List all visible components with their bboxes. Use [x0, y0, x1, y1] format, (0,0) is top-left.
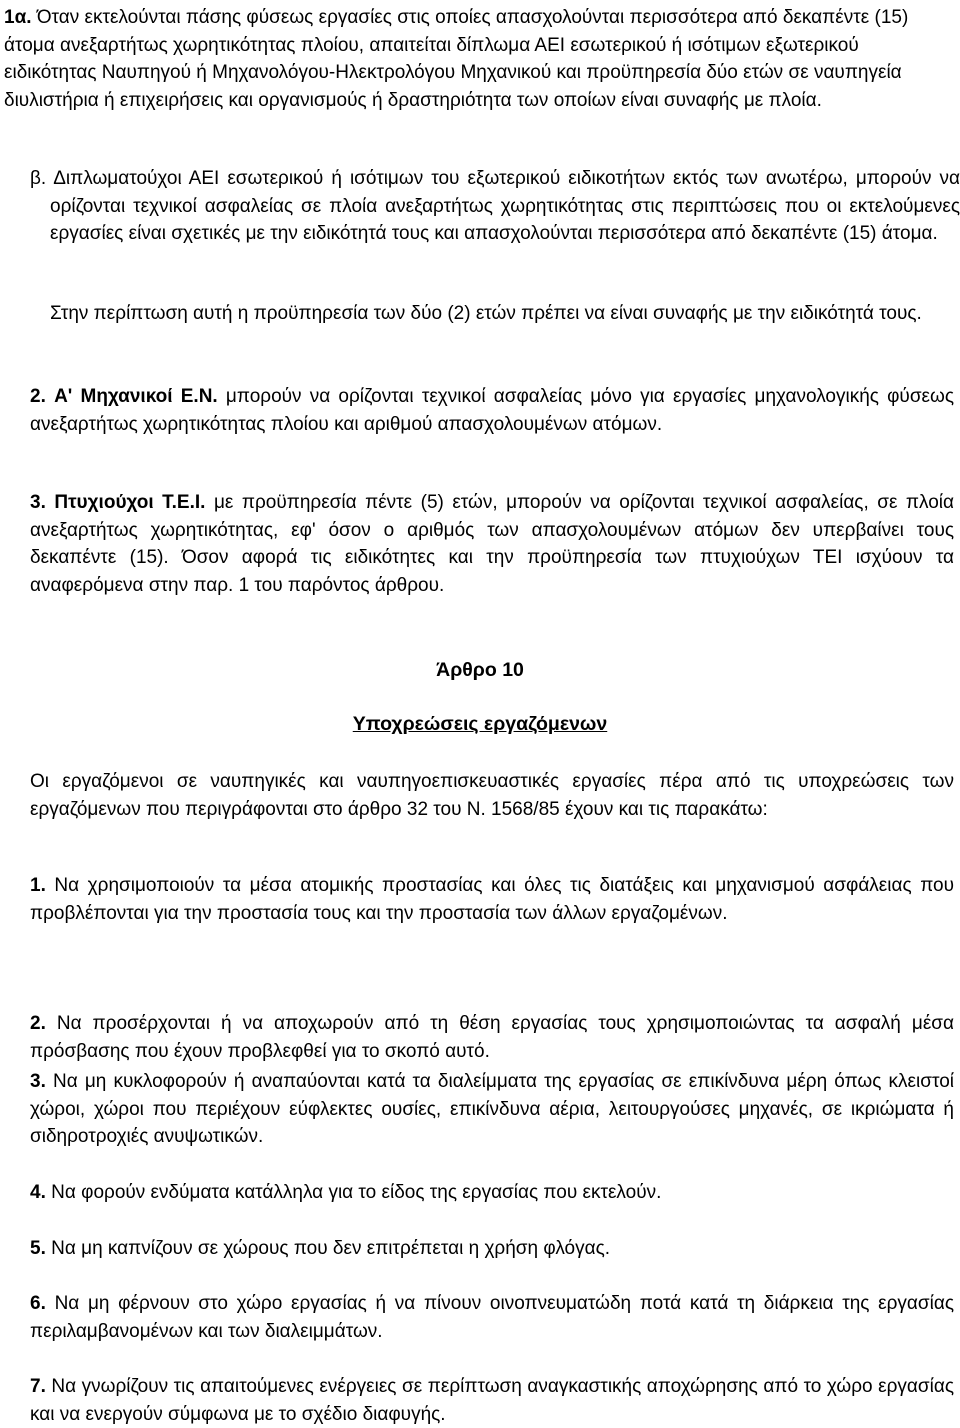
- paragraph-number: β.: [30, 168, 47, 189]
- paragraph-label: Πτυχιούχοι Τ.Ε.Ι.: [54, 492, 206, 513]
- obligation-number: 2.: [30, 1013, 46, 1034]
- obligation-item: [30, 1290, 954, 1345]
- paragraph-number: 1α.: [4, 7, 32, 28]
- article-intro: [30, 768, 954, 823]
- obligation-text: Να μη κυκλοφορούν ή αναπαύονται κατά τα διαλείμματα της εργασίας σε επικίνδυνα μέρη όπως κλειστοί χώροι, χώροι που περιέχουν εύφλεκτες ουσίες, επικίνδυνα αέρια, λειτουργούσες μηχανές, σε ικριώματα ή σιδηροτροχιές ανυψωτικών.: [30, 1071, 955, 1147]
- obligation-text: Να χρησιμοποιούν τα μέσα ατομικής προστασίας και όλες τις διατάξεις και μηχανισμού ασφάλειας που προβλέπονται για την προστασία τους και την προστασία των άλλων εργαζομένων.: [30, 875, 954, 924]
- paragraph-label: Α' Μηχανικοί Ε.Ν.: [54, 386, 218, 407]
- obligation-text: Να μη φέρνουν στο χώρο εργασίας ή να πίνουν οινοπνευματώδη ποτά κατά τη διάρκεια της εργασίας περιλαμβανομένων και των διαλειμμάτων.: [30, 1293, 955, 1342]
- obligation-number: 5.: [30, 1238, 46, 1259]
- obligation-number: 4.: [30, 1182, 46, 1203]
- paragraph-3: [30, 489, 954, 599]
- paragraph-text: Όταν εκτελούνται πάσης φύσεως εργασίες στις οποίες απασχολούνται περισσότερα από δεκαπέντε (15) άτομα ανεξαρτήτως χωρητικότητας πλοίου, απαιτείται δίπλωμα ΑΕΙ εσωτερικού ή ισότιμων εξωτερικού ειδικότητας Ναυπηγού ή Μηχανολόγου-Ηλεκτρολόγου Μηχανικού και προϋπηρεσία δύο ετών σε ναυπηγεία διυλιστήρια ή επιχειρήσεις και οργανισμούς ή δραστηριότητα των οποίων είναι συναφής με πλοία.: [4, 7, 909, 111]
- obligation-number: 7.: [30, 1376, 46, 1397]
- paragraph-1b: [30, 165, 960, 248]
- paragraph-text: με προϋπηρεσία πέντε (5) ετών, μπορούν να ορίζονται τεχνικοί ασφαλείας, σε πλοία ανεξαρτήτως χωρητικότητας, εφ' όσον ο αριθμός των απασχολουμένων ατόμων δεν υπερβαίνει τους δεκαπέντε (15). Όσον αφορά τις ειδικότητες και την προϋπηρεσία των πτυχιούχων ΤΕΙ ισχύουν τα αναφερόμενα στην παρ. 1 του παρόντος άρθρου.: [30, 492, 955, 596]
- paragraph-number: 3.: [30, 492, 46, 513]
- obligation-item: [30, 872, 954, 927]
- paragraph-text: Διπλωματούχοι ΑΕΙ εσωτερικού ή ισότιμων του εξωτερικού ειδικοτήτων εκτός των ανωτέρω, μπορούν να ορίζονται τεχνικοί ασφαλείας σε πλοία ανεξαρτήτως χωρητικότητας στις περιπτώσεις που οι εκτελούμενες εργασίες είναι σχετικές με την ειδικότητά τους και απασχολούνται περισσότερα από δεκαπέντε (15) άτομα.: [50, 168, 960, 244]
- obligation-text: Να γνωρίζουν τις απαιτούμενες ενέργειες σε περίπτωση αναγκαστικής αποχώρησης από το χώρο εργασίας και να ενεργούν σύμφωνα με το σχέδιο διαφυγής.: [30, 1376, 954, 1425]
- obligation-text: Να μη καπνίζουν σε χώρους που δεν επιτρέπεται η χρήση φλόγας.: [51, 1238, 611, 1259]
- obligation-item: [30, 1010, 954, 1065]
- paragraph-2: [30, 383, 954, 438]
- obligation-text: Να προσέρχονται ή να αποχωρούν από τη θέση εργασίας τους χρησιμοποιώντας τα ασφαλή μέσα πρόσβασης που έχουν προβλεφθεί για το σκοπό αυτό.: [30, 1013, 954, 1062]
- obligation-number: 1.: [30, 875, 46, 896]
- paragraph-number: 2.: [30, 386, 46, 407]
- obligation-item: [30, 1068, 954, 1151]
- paragraph-text: μπορούν να ορίζονται τεχνικοί ασφαλείας μόνο για εργασίες μηχανολογικής φύσεως ανεξαρτήτως χωρητικότητας πλοίου και αριθμού απασχολουμένων ατόμων.: [30, 386, 955, 435]
- obligation-item: [30, 1179, 954, 1207]
- article-title: Υποχρεώσεις εργαζόμενων: [352, 713, 608, 735]
- paragraph-text: Οι εργαζόμενοι σε ναυπηγικές και ναυπηγοεπισκευαστικές εργασίες πέρα από τις υποχρεώσεις των εργαζόμενων που περιγράφονται στο άρθρο 32 του Ν. 1568/85 έχουν και τις παρακάτω:: [30, 771, 954, 820]
- article-number: Άρθρο 10: [436, 659, 524, 681]
- paragraph-1a: [4, 4, 951, 114]
- paragraph-text: Στην περίπτωση αυτή η προϋπηρεσία των δύο (2) ετών πρέπει να είναι συναφής με την ειδικότητά τους.: [50, 303, 922, 324]
- obligation-number: 6.: [30, 1293, 46, 1314]
- obligation-item: [30, 1373, 954, 1428]
- obligation-item: [30, 1235, 954, 1263]
- obligation-number: 3.: [30, 1071, 46, 1092]
- paragraph-1b-note: [50, 300, 954, 328]
- obligation-text: Να φορούν ενδύματα κατάλληλα για το είδος της εργασίας που εκτελούν.: [51, 1182, 662, 1203]
